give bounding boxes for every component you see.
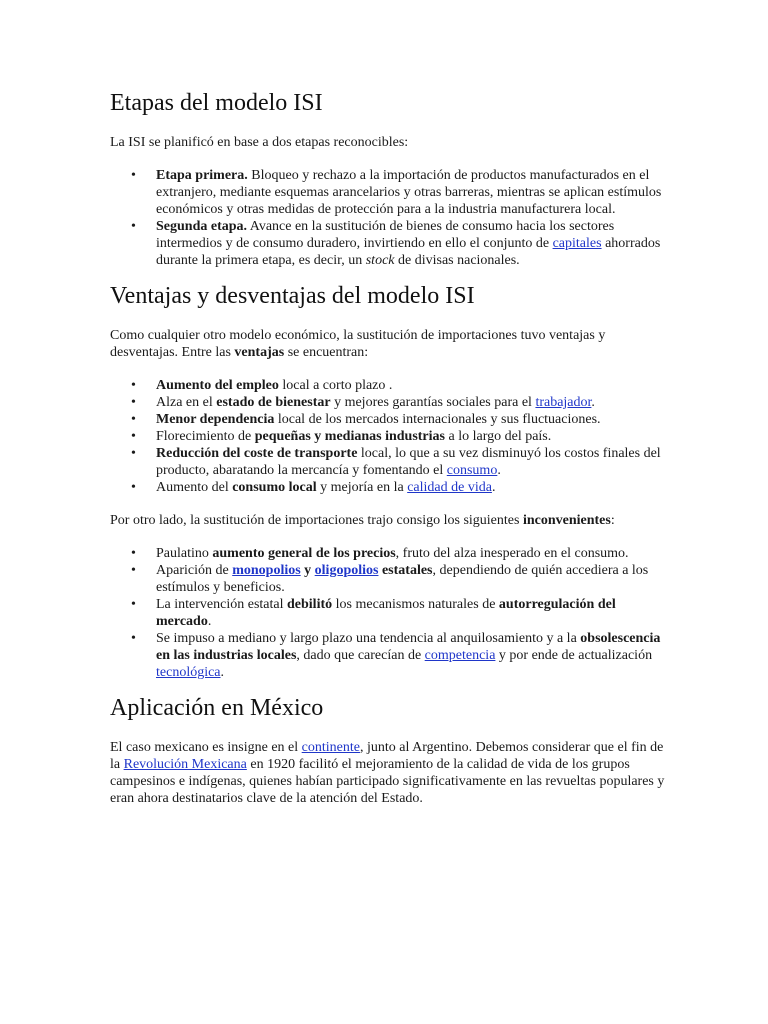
link-competencia[interactable]: competencia (424, 648, 496, 663)
list-item (110, 411, 670, 428)
heading-aplicacion-mexico: Aplicación en México (110, 695, 324, 721)
item-text: , dado que carecían de (296, 648, 425, 663)
bold-text: ventajas (234, 345, 285, 360)
paragraph-text: en 1920 facilitó el mejoramiento de la calidad de vida de los grupos campesinos e indígenas, quienes habían participado significativamente en las revueltas populares y eran ahora destinatarios clave de la atención del Estado. (110, 757, 665, 806)
item-text: . (497, 463, 501, 478)
item-text: . (491, 480, 496, 495)
paragraph-ventajas-intro (110, 327, 670, 361)
list-item (110, 428, 670, 445)
link-tecnologica[interactable]: tecnológica (156, 665, 221, 680)
link-consumo[interactable]: consumo (446, 463, 498, 478)
list-item (110, 562, 670, 596)
list-item (110, 394, 670, 411)
item-text: de divisas nacionales. (394, 253, 520, 268)
item-text: local, lo que a su vez disminuyó los costos finales del producto, abaratando la mercancía y fomentando el (156, 446, 661, 478)
link-continente[interactable]: continente (301, 740, 360, 755)
item-text: ahorrados durante la primera etapa, es decir, un (156, 236, 661, 268)
bold-text: obsolescencia en las industrias locales (156, 631, 661, 663)
list-item (110, 596, 670, 630)
bold-text: Menor dependencia (156, 412, 275, 427)
item-text: y por ende de actualización (495, 648, 653, 663)
paragraph-text: , junto al Argentino. Debemos considerar que el fin de la (110, 740, 664, 772)
intro-text: : (610, 513, 615, 528)
paragraph-mexico (110, 739, 670, 807)
paragraph-text: El caso mexicano es insigne en el (110, 740, 302, 755)
bold-text: pequeñas y medianas industrias (254, 429, 445, 444)
bold-text: consumo local (232, 480, 317, 495)
list-item (110, 479, 670, 496)
item-text: Aumento del (156, 480, 233, 495)
list-item (110, 218, 670, 269)
link-trabajador[interactable]: trabajador (535, 395, 592, 410)
list-item (110, 630, 670, 681)
intro-text: Por otro lado, la sustitución de importaciones trajo consigo los siguientes (110, 513, 523, 528)
item-text: , fruto del alza inesperado en el consumo. (395, 546, 629, 561)
link-calidad-de-vida[interactable]: calidad de vida (407, 480, 492, 495)
item-text: , dependiendo de quién accediera a los estímulos y beneficios. (156, 563, 649, 595)
list-item (110, 545, 670, 562)
bold-text: estado de bienestar (216, 395, 331, 410)
list-inconvenientes (110, 545, 670, 681)
bold-text: autorregulación del mercado (156, 597, 616, 629)
item-text: Aparición de (156, 563, 233, 578)
item-text: Se impuso a mediano y largo plazo una tendencia al anquilosamiento y a la (156, 631, 581, 646)
item-text: a lo largo del país. (444, 429, 552, 444)
item-text: . (207, 614, 212, 629)
heading-ventajas: Ventajas y desventajas del modelo ISI (110, 283, 475, 309)
link-monopolios[interactable]: monopolios (232, 563, 301, 578)
item-text: Bloqueo y rechazo a la importación de productos manufacturados en el extranjero, mediante esquemas arancelarios y otras barreras, mientras se aplican estímulos económicos y otras medidas de protección para a la industria manufacturera local. (156, 168, 662, 217)
item-text: . (591, 395, 595, 410)
item-text: . (220, 665, 225, 680)
list-item (110, 377, 670, 394)
list-item (110, 167, 670, 218)
bold-text: Aumento del empleo (156, 378, 279, 393)
bold-text: aumento general de los precios (212, 546, 396, 561)
italic-text: stock (365, 253, 395, 268)
paragraph-inconvenientes-intro (110, 512, 670, 529)
intro-text: se encuentran: (284, 345, 369, 360)
item-text: y mejores garantías sociales para el (330, 395, 536, 410)
bold-text: estatales (378, 563, 433, 578)
bold-text: Etapa primera. (156, 168, 248, 183)
bold-text: inconvenientes (522, 513, 611, 528)
item-text: La intervención estatal (156, 597, 287, 612)
list-etapas (110, 167, 670, 269)
link-revolucion-mexicana[interactable]: Revolución Mexicana (123, 757, 247, 772)
bold-text: Reducción del coste de transporte (156, 446, 358, 461)
document-content (110, 80, 670, 807)
list-item (110, 445, 670, 479)
paragraph-etapas-intro: La ISI se planificó en base a dos etapas reconocibles: (110, 135, 409, 150)
link-capitales[interactable]: capitales (552, 236, 602, 251)
list-ventajas (110, 377, 670, 496)
item-text: los mecanismos naturales de (332, 597, 499, 612)
heading-etapas: Etapas del modelo ISI (110, 90, 323, 116)
bold-text: debilitó (287, 597, 333, 612)
bold-text: y (300, 563, 315, 578)
intro-text: Como cualquier otro modelo económico, la sustitución de importaciones tuvo ventajas y desventajas. Entre las (110, 328, 606, 360)
item-text: Avance en la sustitución de bienes de consumo hacia los sectores intermedios y de consumo duradero, invirtiendo en ello el conjunto de (156, 219, 615, 251)
item-text: Florecimiento de (156, 429, 255, 444)
bold-text: Segunda etapa. (156, 219, 248, 234)
item-text: local a corto plazo . (278, 378, 393, 393)
item-text: Alza en el (156, 395, 217, 410)
link-oligopolios[interactable]: oligopolios (314, 563, 379, 578)
item-text: local de los mercados internacionales y sus fluctuaciones. (274, 412, 601, 427)
item-text: Paulatino (156, 546, 213, 561)
item-text: y mejoría en la (316, 480, 408, 495)
